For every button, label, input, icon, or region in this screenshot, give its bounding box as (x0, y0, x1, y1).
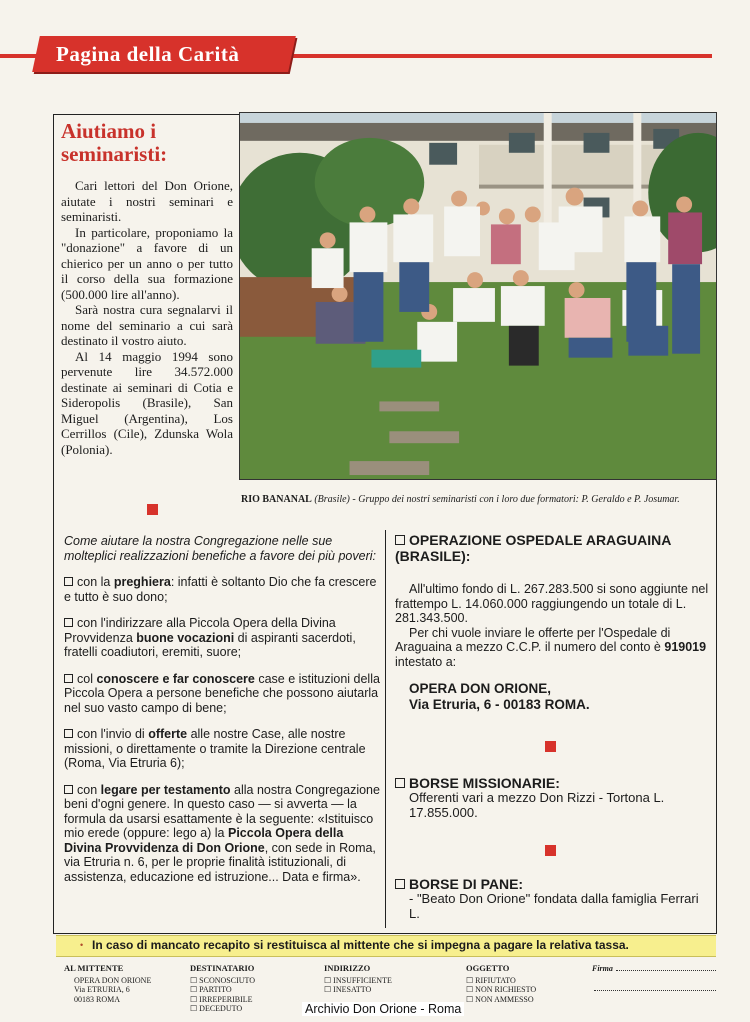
ospedale-paragraph: All'ultimo fondo di L. 267.283.500 si sono aggiunte nel frattempo L. 14.060.000 raggiungendo un totale di L. 281.343.500. (395, 582, 709, 625)
mittente-line: 00183 ROMA (74, 994, 121, 1004)
checkbox-icon (64, 729, 73, 738)
column-divider (385, 530, 386, 928)
oggetto-heading: OGGETTO (466, 963, 510, 973)
help-item-text: case e istituzioni della Piccola Opera a persone benefiche che possono aiutarla nel suo vasto campo di bene; (64, 671, 380, 715)
borse-missionarie-title-text: BORSE MISSIONARIE: (409, 775, 560, 791)
group-photo-illustration (240, 113, 716, 479)
help-item (64, 672, 380, 716)
seminaristi-paragraph: In particolare, proponiamo la "donazione" a favore di un chierico per un anno o per tutto il corso della sua formazione (500.000 lire all'anno). (61, 224, 233, 302)
checkbox-icon (64, 674, 73, 683)
checkbox-icon (64, 785, 73, 794)
section-marker (545, 741, 556, 752)
seminaristi-title: Aiutiamo i seminaristi: (61, 119, 168, 166)
destinatario-option: ☐ SCONOSCIUTO (190, 975, 256, 985)
option-label: NON RICHIESTO (475, 985, 537, 994)
help-item (64, 616, 380, 660)
footer-notice: In caso di mancato recapito si restituisca al mittente che si impegna a pagare la relativa tassa. (92, 938, 629, 952)
help-item (64, 727, 380, 771)
destinatario-option: ☐ DECEDUTO (190, 1004, 243, 1013)
oggetto-block (466, 964, 536, 1004)
help-item-text: col (77, 671, 97, 686)
mittente-heading: AL MITTENTE (64, 963, 124, 973)
page-title: Pagina della Carità (56, 42, 240, 66)
option-label: RIFIUTATO (475, 975, 516, 985)
archive-watermark: Archivio Don Orione - Roma (302, 1002, 464, 1016)
section-marker (545, 845, 556, 856)
help-item-text: , con sede in Roma, via Etruria n. 6, per le proprie finalità istituzionali, di assistenza, educazione ed istruzione... Data e firma». (64, 840, 376, 884)
mittente-line: Via ETRURIA, 6 (74, 985, 130, 994)
ospedale-title (395, 532, 711, 564)
checkbox-icon (395, 778, 405, 788)
option-label: PARTITO (199, 985, 232, 994)
group-photo (239, 112, 717, 480)
signature-line (594, 990, 716, 991)
help-item-text: alla nostra Congregazione beni d'ogni genere. In questo caso — si avverta — la formula da usarsi esattamente è la seguente: «Istituisco mio erede (oppure: lego a) la (64, 782, 380, 840)
destinatario-heading: DESTINATARIO (190, 963, 255, 973)
ospedale-paragraph (395, 626, 711, 670)
help-item-text: con l'indirizzare alla Piccola Opera della Divina Provvidenza (64, 616, 336, 645)
borse-pane-title (395, 876, 711, 892)
help-item-text: di aspiranti sacerdoti, fratelli coadiutori, eremiti, suore; (64, 630, 356, 659)
caption-place: RIO BANANAL (241, 494, 312, 505)
help-item-keyword: conoscere e far conoscere (96, 671, 255, 686)
indirizzo-option: ☐ INSUFFICIENTE (324, 975, 392, 985)
help-item-keyword: Piccola Opera della Divina Provvidenza di Don Orione (64, 826, 344, 855)
oggetto-option: ☐ NON RICHIESTO (466, 985, 537, 994)
ospedale-text: Per chi vuole inviare le offerte per l'Ospedale di Araguaina a mezzo C.C.P. il numero del conto è (395, 625, 671, 654)
help-item-testament (64, 783, 380, 885)
help-item-keyword: preghiera (113, 575, 171, 589)
seminaristi-paragraph: Sarà nostra cura segnalarvi il nome del seminario a cui sarà destinato il vostro aiuto. (61, 302, 233, 348)
ospedale-title-text: OPERAZIONE OSPEDALE ARAGUAINA (BRASILE): (395, 532, 671, 564)
destinatario-block (190, 964, 255, 1014)
photo-caption (241, 494, 711, 506)
indirizzo-option: ☐ INESATTO (324, 985, 372, 994)
right-column (395, 532, 711, 921)
help-item-text: con (77, 782, 101, 797)
help-item-text: : infatti è soltanto Dio che fa crescere e tutto è suo dono; (64, 575, 377, 604)
checkbox-icon (64, 577, 73, 586)
how-to-help-intro: Come aiutare la nostra Congregazione nelle sue molteplici realizzazioni benefiche a favore dei più poveri: (64, 534, 376, 563)
bullet-icon: • (80, 940, 84, 950)
seminaristi-paragraph: Al 14 maggio 1994 sono pervenute lire 34.572.000 destinate ai seminari di Cotia e Sideropolis (Brasile), San Miguel (Argentina), Los Cerrillos (Cile), Zdunska Wola (Polonia). (61, 348, 233, 457)
help-item-text: con l'invio di (77, 727, 149, 741)
help-item-keyword: offerte (148, 727, 188, 741)
option-label: INSUFFICIENTE (333, 975, 392, 985)
address-line: Via Etruria, 6 - 00183 ROMA. (409, 697, 590, 712)
destinatario-option: ☐ PARTITO (190, 985, 232, 994)
seminaristi-section (61, 120, 233, 457)
firma-label: Firma (592, 964, 613, 973)
option-label: SCONOSCIUTO (199, 975, 256, 985)
option-label: NON AMMESSO (475, 994, 534, 1004)
ccp-number: 919019 (664, 640, 707, 654)
caption-text: (Brasile) - Gruppo dei nostri seminaristi con i loro due formatori: P. Geraldo e P. Josumar. (314, 494, 680, 505)
borse-pane-title-text: BORSE DI PANE: (409, 876, 524, 892)
borse-missionarie-text: Offerenti vari a mezzo Don Rizzi - Tortona L. 17.855.000. (409, 790, 665, 820)
signature-line (616, 970, 716, 971)
help-item-text: alle nostre Case, alle nostre missioni, o direttamente o tramite la Direzione centrale (Roma, Via Etruria 6); (64, 727, 366, 770)
destinatario-option: ☐ IRREPERIBILE (190, 994, 253, 1004)
mittente-line: OPERA DON ORIONE (74, 975, 152, 985)
mittente-block (64, 964, 151, 1004)
oggetto-option: ☐ RIFIUTATO (466, 975, 516, 985)
help-item-text: con la (77, 575, 114, 589)
address-line: OPERA DON ORIONE, (409, 681, 552, 696)
help-item-keyword: buone vocazioni (136, 630, 235, 645)
how-to-help-section (64, 534, 380, 896)
checkbox-icon (395, 879, 405, 889)
option-label: INESATTO (333, 985, 372, 994)
ospedale-text: intestato a: (395, 654, 457, 669)
seminaristi-paragraph: Cari lettori del Don Orione, aiutate i nostri seminari e seminaristi. (61, 178, 233, 224)
oggetto-option: ☐ NON AMMESSO (466, 994, 534, 1004)
help-item-keyword: legare per testamento (100, 782, 231, 797)
help-item (64, 575, 380, 604)
checkbox-icon (64, 618, 73, 627)
mittente-lines (64, 976, 151, 1005)
section-marker (147, 504, 158, 515)
option-label: IRREPERIBILE (199, 994, 253, 1004)
indirizzo-block (324, 964, 392, 995)
borse-missionarie-title (395, 775, 711, 791)
checkbox-icon (395, 535, 405, 545)
option-label: DECEDUTO (199, 1004, 243, 1013)
borse-pane-text: - "Beato Don Orione" fondata dalla famiglia Ferrari L. (409, 891, 699, 921)
indirizzo-heading: INDIRIZZO (324, 963, 371, 973)
